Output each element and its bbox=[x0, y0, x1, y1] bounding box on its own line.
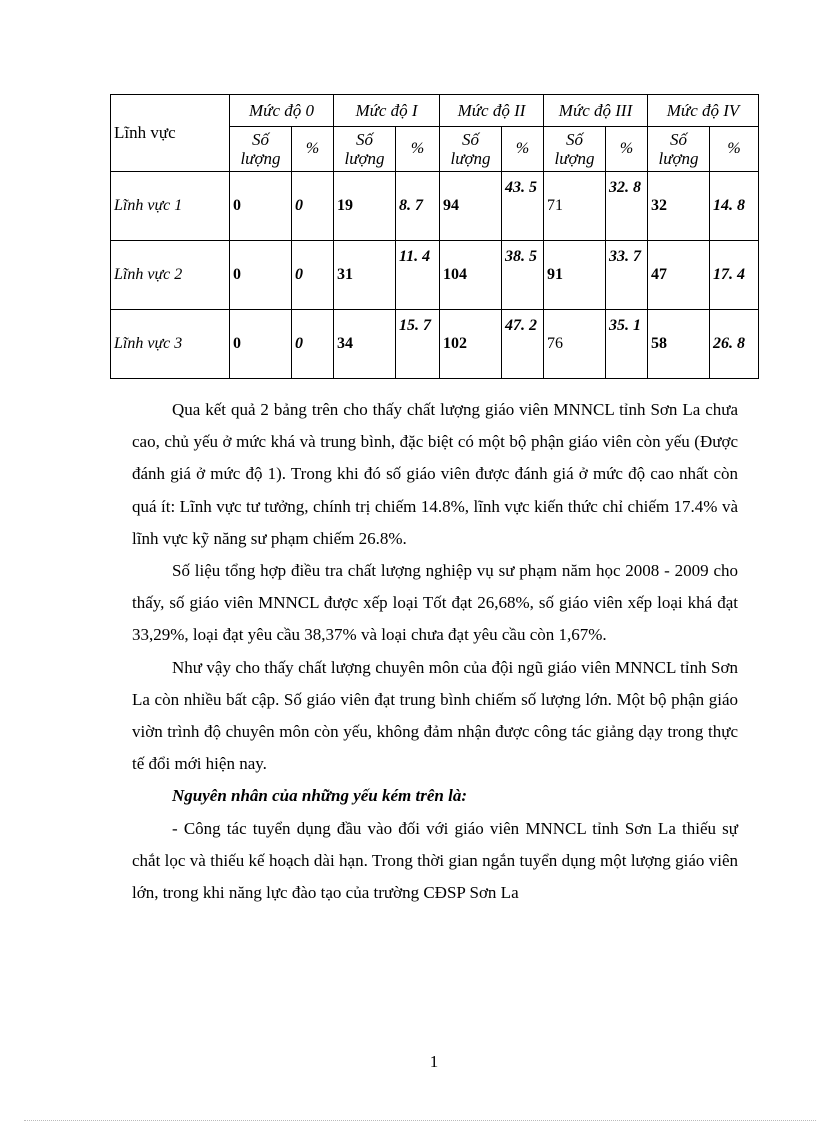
section-heading: Nguyên nhân của những yếu kém trên là: bbox=[172, 786, 467, 806]
header-count: Số lượng bbox=[648, 127, 710, 172]
cell-pct: 0 bbox=[292, 310, 334, 379]
cell-pct: 33. 7 bbox=[606, 241, 648, 310]
cell-count: 71 bbox=[544, 172, 606, 241]
header-level-2: Mức độ II bbox=[440, 95, 544, 127]
cell-pct: 8. 7 bbox=[396, 172, 440, 241]
cell-pct: 17. 4 bbox=[710, 241, 759, 310]
table-row bbox=[111, 241, 759, 310]
cell-pct: 0 bbox=[292, 172, 334, 241]
cell-count: 0 bbox=[230, 172, 292, 241]
row-name: Lĩnh vực 2 bbox=[111, 241, 230, 310]
cell-pct: 35. 1 bbox=[606, 310, 648, 379]
cell-count: 0 bbox=[230, 310, 292, 379]
header-count: Số lượng bbox=[440, 127, 502, 172]
header-count: Số lượng bbox=[334, 127, 396, 172]
cell-pct: 26. 8 bbox=[710, 310, 759, 379]
header-pct: % bbox=[710, 127, 759, 172]
cell-count: 47 bbox=[648, 241, 710, 310]
header-level-4: Mức độ IV bbox=[648, 95, 759, 127]
paragraph: Số liệu tổng hợp điều tra chất lượng nghiệp vụ sư phạm năm học 2008 - 2009 cho thấy, số giáo viên MNNCL được xếp loại Tốt đạt 26,68%, số giáo viên xếp loại khá đạt 33,29%, loại đạt yêu cầu 38,37% và loại chưa đạt yêu cầu còn 1,67%. bbox=[132, 561, 738, 645]
header-level-0: Mức độ 0 bbox=[230, 95, 334, 127]
cell-count: 91 bbox=[544, 241, 606, 310]
cell-count: 31 bbox=[334, 241, 396, 310]
table-row bbox=[111, 172, 759, 241]
cell-count: 94 bbox=[440, 172, 502, 241]
cell-pct: 11. 4 bbox=[396, 241, 440, 310]
paragraph: Qua kết quả 2 bảng trên cho thấy chất lượng giáo viên MNNCL tỉnh Sơn La chưa cao, chủ yếu ở mức khá và trung bình, đặc biệt có một bộ phận giáo viên còn yếu (Được đánh giá ở mức độ 1). Trong khi đó số giáo viên được đánh giá ở mức độ cao nhất còn quá ít: Lĩnh vực tư tưởng, chính trị chiếm 14.8%, lĩnh vực kiến thức chỉ chiếm 17.4% và lĩnh vực kỹ năng sư phạm chiếm 26.8%. bbox=[132, 400, 738, 548]
header-pct: % bbox=[502, 127, 544, 172]
cell-pct: 32. 8 bbox=[606, 172, 648, 241]
header-count: Số lượng bbox=[230, 127, 292, 172]
header-pct: % bbox=[606, 127, 648, 172]
cell-count: 32 bbox=[648, 172, 710, 241]
paragraph: - Công tác tuyển dụng đầu vào đối với giáo viên MNNCL tỉnh Sơn La thiếu sự chắt lọc và thiếu kế hoạch dài hạn. Trong thời gian ngắn tuyển dụng một lượng giáo viên lớn, trong khi năng lực đào tạo của trường CĐSP Sơn La bbox=[132, 818, 738, 903]
cell-pct: 43. 5 bbox=[502, 172, 544, 241]
cell-pct: 38. 5 bbox=[502, 241, 544, 310]
cell-pct: 15. 7 bbox=[396, 310, 440, 379]
cell-count: 58 bbox=[648, 310, 710, 379]
header-count: Số lượng bbox=[544, 127, 606, 172]
cell-pct: 47. 2 bbox=[502, 310, 544, 379]
cell-count: 19 bbox=[334, 172, 396, 241]
cell-count: 104 bbox=[440, 241, 502, 310]
cell-count: 34 bbox=[334, 310, 396, 379]
header-level-1: Mức độ I bbox=[334, 95, 440, 127]
page-number: 1 bbox=[429, 1052, 439, 1071]
footer-divider bbox=[24, 1120, 816, 1121]
row-name: Lĩnh vực 3 bbox=[111, 310, 230, 379]
cell-pct: 0 bbox=[292, 241, 334, 310]
cell-pct: 14. 8 bbox=[710, 172, 759, 241]
body-text bbox=[132, 394, 738, 909]
table-row bbox=[111, 310, 759, 379]
row-name: Lĩnh vực 1 bbox=[111, 172, 230, 241]
paragraph: Như vậy cho thấy chất lượng chuyên môn của đội ngũ giáo viên MNNCL tỉnh Sơn La còn nhiều bất cập. Số giáo viên đạt trung bình chiếm số lượng lớn. Một bộ phận giáo viờn trình độ chuyên môn còn yếu, không đảm nhận được công tác giảng dạy trong thực tế đổi mới hiện nay. bbox=[132, 657, 738, 774]
cell-count: 0 bbox=[230, 241, 292, 310]
header-level-3: Mức độ III bbox=[544, 95, 648, 127]
header-pct: % bbox=[292, 127, 334, 172]
cell-count: 102 bbox=[440, 310, 502, 379]
quality-table bbox=[110, 94, 759, 379]
cell-count: 76 bbox=[544, 310, 606, 379]
header-pct: % bbox=[396, 127, 440, 172]
header-field: Lĩnh vực bbox=[111, 95, 230, 172]
